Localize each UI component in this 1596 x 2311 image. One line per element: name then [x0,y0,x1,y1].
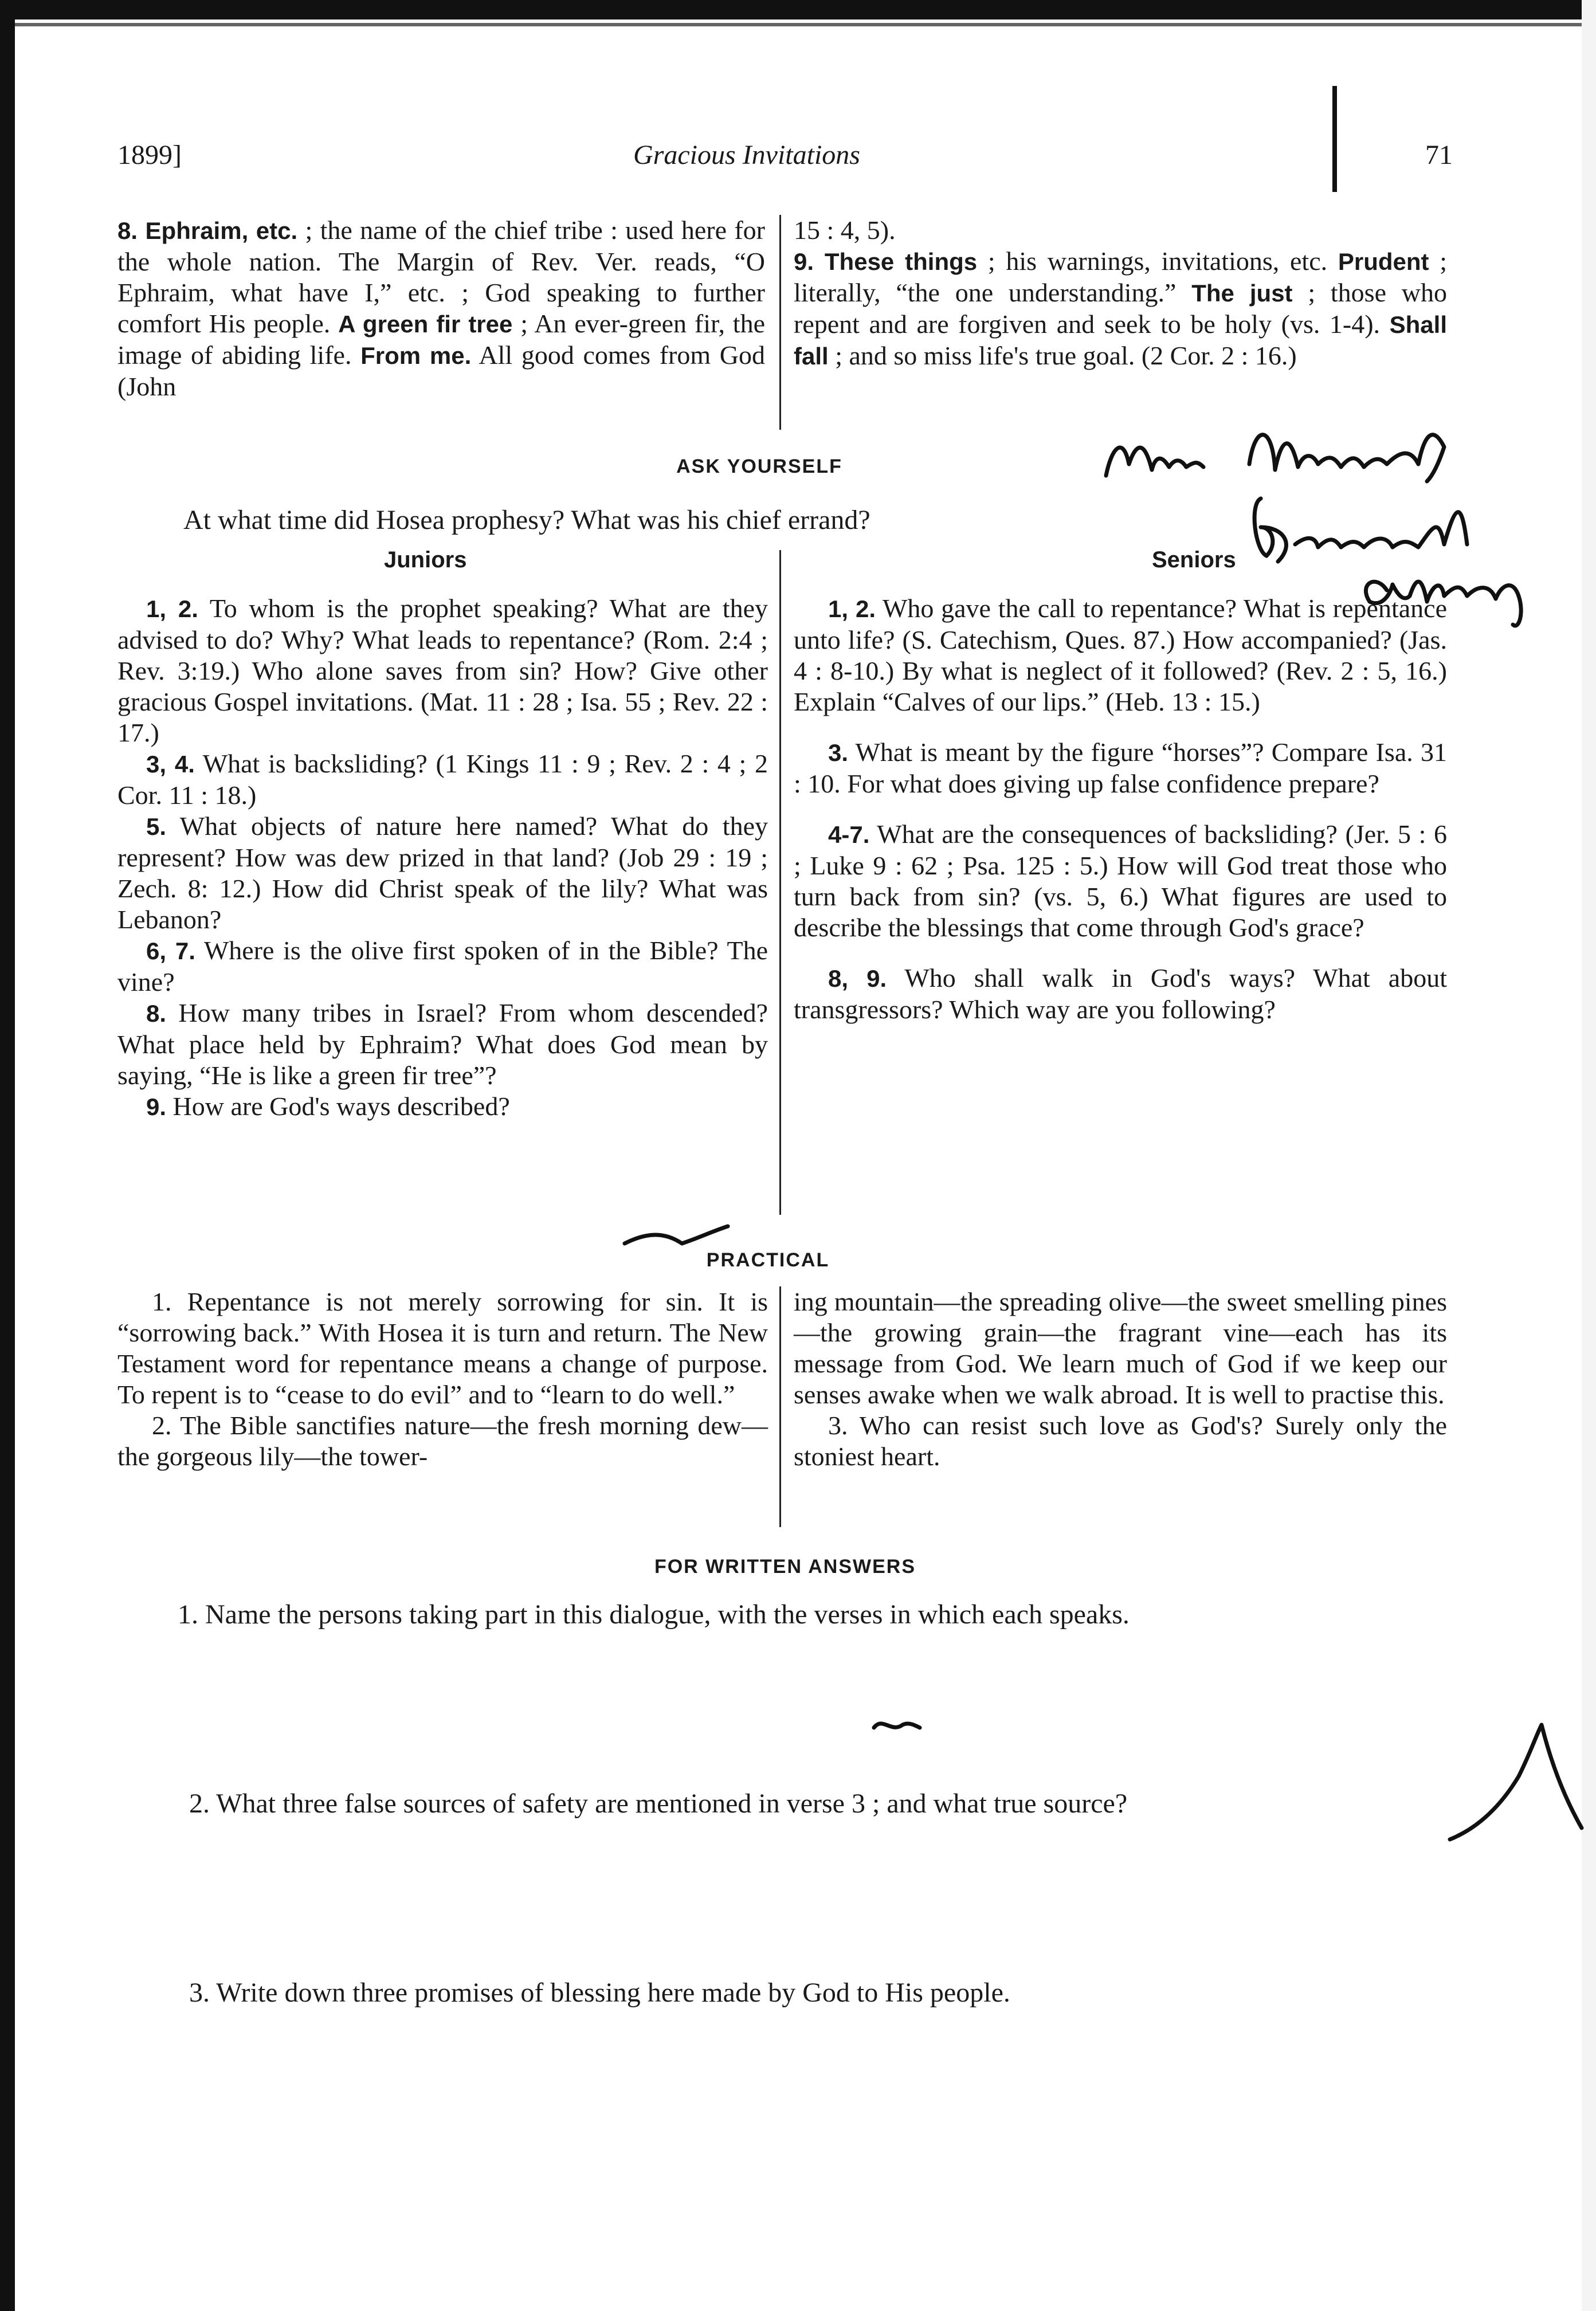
practical-paragraph: ing mountain—the spreading olive—the sweet smelling pines—the growing grain—the fragrant vine—each has its message from God. We learn much of God if we keep our senses awake when we walk abroad. It is well to practise this. [794,1287,1447,1409]
practical-heading: PRACTICAL [706,1249,830,1271]
question-text: What are the consequences of backsliding? (Jer. 5 : 6 ; Luke 9 : 62 ; Psa. 125 : 5.) How will God treat those who turn back from sin? (vs. 5, 6.) What figures are used to describe the blessings that come through God's grace? [794,819,1447,942]
question-text: How are God's ways described? [166,1092,510,1121]
written-question: 2. What three false sources of safety are mentioned in verse 3 ; and what true source? [189,1788,1128,1819]
question-text: How many tribes in Israel? From whom descended? What place held by Ephraim? What does God mean by saying, “He is like a green fir tree”? [117,998,768,1090]
practical-column-divider [779,1286,781,1527]
note-text: ; the name of the chief tribe : used here for the whole nation. The Margin of Rev. Ver. reads, “O Ephraim, what have I,” etc. ; God speaking to further comfort His people. [117,215,765,338]
note-text: ; and so miss life's true goal. (2 Cor. 2 : 16.) [828,341,1297,370]
question-number: 1, 2. [828,595,876,622]
note-term: Shall fall [794,311,1447,370]
pencil-mark [619,1221,734,1261]
practical-left-column [117,1286,768,1472]
notes-left-paragraph [117,215,765,402]
question-number: 8. [146,1000,167,1027]
senior-question [794,963,1447,1025]
handwriting-scribble [1089,413,1570,630]
scan-right-edge [1582,0,1596,2311]
note-term: The just [1191,280,1293,307]
notes-right-paragraph [794,215,1447,372]
senior-question [794,819,1447,943]
note-term: Prudent [1338,248,1429,275]
scan-top-border-shadow [0,23,1596,26]
running-head [117,129,1453,175]
question-number: 1, 2. [146,595,198,622]
question-text: To whom is the prophet speaking? What are they advised to do? Why? What leads to repentance? (Rom. 2:4 ; Rev. 3:19.) Who alone saves from sin? How? Give other gracious Gospel invitations. (Mat. 11 : 28 ; Isa. 55 ; Rev. 22 : 17.) [117,594,768,747]
juniors-heading: Juniors [384,547,467,572]
seniors-column [794,593,1447,1025]
junior-question [117,935,768,998]
seniors-heading: Seniors [1152,547,1236,572]
junior-question [117,811,768,935]
note-term: 8. Ephraim, etc. [117,217,298,244]
question-text: What is meant by the figure “horses”? Compare Isa. 31 : 10. For what does giving up false confidence prepare? [794,737,1447,798]
question-number: 6, 7. [146,937,195,964]
note-text: ; literally, “the one understanding.” [794,246,1448,307]
junior-question [117,593,768,748]
junior-question [117,748,768,811]
question-text: Where is the olive first spoken of in the Bible? The vine? [117,936,768,996]
written-question: 3. Write down three promises of blessing here made by God to His people. [189,1978,1010,2008]
note-text: All good comes from God (John [117,340,765,401]
practical-paragraph: 2. The Bible sanctifies nature—the fresh morning dew—the gorgeous lily—the tower- [117,1411,768,1471]
question-text: Who gave the call to repentance? What is repentance unto life? (S. Catechism, Ques. 87.) How accompanied? (Jas. 4 : 8-10.) By what is neglect of it followed? (Rev. 2 : 5, 16.) Explain “Calves of our lips.” (Heb. 13 : 15.) [794,594,1447,716]
ask-yourself-column-divider [779,550,781,1215]
scan-left-border [0,0,15,2311]
note-text: 15 : 4, 5). [794,215,896,245]
question-text: What is backsliding? (1 Kings 11 : 9 ; Rev. 2 : 4 ; 2 Cor. 11 : 18.) [117,749,768,810]
ask-yourself-intro: At what time did Hosea prophesy? What was his chief errand? [183,505,870,535]
written-answers-heading: FOR WRITTEN ANSWERS [654,1556,916,1578]
note-text: ; those who repent and are forgiven and seek to be holy (vs. 1-4). [794,278,1447,339]
scan-top-border [0,0,1596,19]
practical-paragraph: 1. Repentance is not merely sorrowing for sin. It is “sorrowing back.” With Hosea it is turn and return. The New Testament word for repentance means a change of purpose. To repent is to “cease to do evil” and to “learn to do well.” [117,1287,768,1409]
senior-question [794,737,1447,799]
question-text: Who shall walk in God's ways? What about transgressors? Which way are you following? [794,963,1447,1024]
question-number: 9. [146,1093,167,1120]
junior-question [117,1091,768,1123]
pencil-mark [1444,1713,1593,1851]
notes-column-divider [779,215,781,430]
page-margin-rule [1332,86,1337,192]
pencil-mark [871,1713,923,1736]
notes-left-column [117,215,765,402]
note-term: A green fir tree [338,311,513,338]
practical-paragraph: 3. Who can resist such love as God's? Surely only the stoniest heart. [794,1411,1447,1471]
notes-right-column [794,215,1447,372]
ask-yourself-heading: ASK YOURSELF [676,456,842,477]
note-text: ; An ever-green fir, the image of abiding life. [117,309,766,370]
juniors-column [117,593,768,1123]
note-text: ; his warnings, invitations, etc. [977,246,1338,276]
practical-right-column [794,1286,1447,1472]
written-question: 1. Name the persons taking part in this dialogue, with the verses in which each speaks. [178,1599,1130,1630]
question-number: 4-7. [828,821,870,848]
question-number: 3. [828,739,849,766]
page-number: 71 [1425,140,1453,170]
question-number: 3, 4. [146,751,195,778]
question-number: 8, 9. [828,965,887,992]
question-number: 5. [146,813,167,840]
header-title: Gracious Invitations [633,140,860,170]
junior-question [117,998,768,1091]
note-term: 9. These things [794,248,978,275]
question-text: What objects of nature here named? What do they represent? How was dew prized in that land? (Job 29 : 19 ; Zech. 8: 12.) How did Christ speak of the lily? What was Lebanon? [117,811,768,934]
header-year: 1899] [117,140,182,170]
note-term: From me. [360,342,472,369]
